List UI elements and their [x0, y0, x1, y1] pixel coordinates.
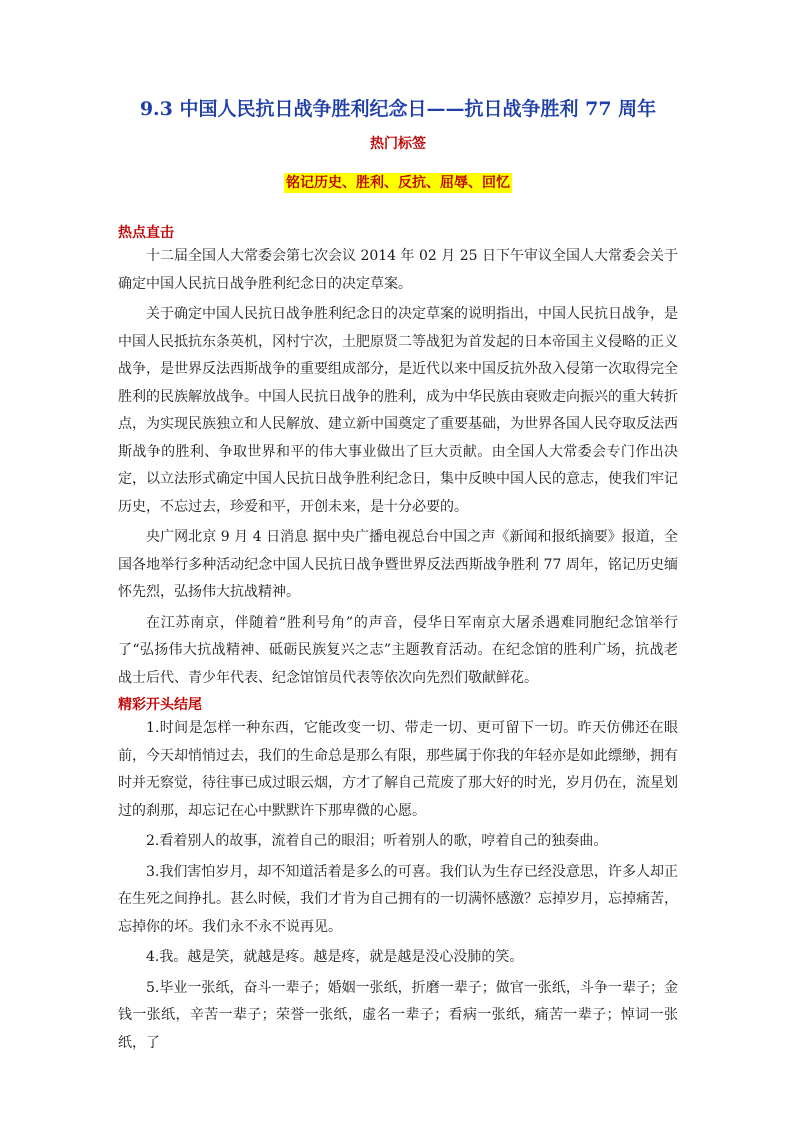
paragraph: 5.毕业一张纸，奋斗一辈子；婚姻一张纸，折磨一辈子；做官一张纸，斗争一辈子；金钱一张纸，辛苦一辈子；荣誉一张纸，虚名一辈子；看病一张纸，痛苦一辈子；悼词一张纸，了	[118, 979, 678, 1051]
highlighted-tags: 铭记历史、胜利、反抗、屈辱、回忆	[286, 175, 510, 191]
document-content	[118, 96, 678, 1060]
section-hot-news	[118, 223, 678, 692]
paragraph: 在江苏南京，伴随着“胜利号角”的声音，侵华日军南京大屠杀遇难同胞纪念馆举行了“弘扬伟大抗战精神、砥砺民族复兴之志”主题教育活动。在纪念馆的胜利广场，抗战老战士后代、青少年代表、纪念馆馆员代表等依次向先烈们敬献鲜花。	[118, 614, 678, 686]
paragraph: 央广网北京 9 月 4 日消息 据中央广播电视总台中国之声《新闻和报纸摘要》报道，全国各地举行多种活动纪念中国人民抗日战争暨世界反法西斯战争胜利 77 周年，铭记历史缅怀先烈，弘扬伟大抗战精神。	[118, 529, 678, 600]
paragraph: 1.时间是怎样一种东西，它能改变一切、带走一切、更可留下一切。昨天仿佛还在眼前，今天却悄悄过去，我们的生命总是那么有限，那些属于你我的年轻亦是如此缥缈，拥有时并无察觉，待往事已成过眼云烟，方才了解自己荒废了那大好的时光，岁月仍在，流星划过的刹那，却忘记在心中默默许下那卑微的心愿。	[118, 720, 678, 819]
section-heading: 热点直击	[118, 225, 174, 241]
paragraph: 3.我们害怕岁月，却不知道活着是多么的可喜。我们认为生存已经没意思，许多人却正在生死之间挣扎。甚么时候，我们才肯为自己拥有的一切满怀感激？忘掉岁月，忘掉痛苦，忘掉你的坏。我们永不永不说再见。	[118, 863, 678, 935]
tag-label: 热门标签	[370, 136, 426, 152]
paragraph: 十二届全国人大常委会第七次会议 2014 年 02 月 25 日下午审议全国人大常委会关于确定中国人民抗日战争胜利纪念日的决定草案。	[118, 248, 678, 292]
paragraph: 2.看着别人的故事，流着自己的眼泪；听着别人的歌，哼着自己的独奏曲。	[146, 833, 608, 849]
paragraph: 4.我。越是笑，就越是疼。越是疼，就是越是没心没肺的笑。	[146, 949, 524, 965]
section-openings-endings	[118, 695, 678, 1057]
tags-row	[118, 172, 678, 193]
paragraph: 关于确定中国人民抗日战争胜利纪念日的决定草案的说明指出，中国人民抗日战争，是中国人民抵抗东条英机，冈村宁次，土肥原贤二等战犯为首发起的日本帝国主义侵略的正义战争，是世界反法西斯战争的重要组成部分，是近代以来中国反抗外敌入侵第一次取得完全胜利的民族解放战争。中国人民抗日战争的胜利，成为中华民族由衰败走向振兴的重大转折点，为实现民族独立和人民解放、建立新中国奠定了重要基础，为世界各国人民夺取反法西斯战争的胜利、争取世界和平的伟大事业做出了巨大贡献。由全国人大常委会专门作出决定，以立法形式确定中国人民抗日战争胜利纪念日，集中反映中国人民的意志，使我们牢记历史，不忘过去，珍爱和平，开创未来，是十分必要的。	[118, 306, 678, 515]
section-heading: 精彩开头结尾	[118, 697, 202, 713]
document-title: 9.3 中国人民抗日战争胜利纪念日——抗日战争胜利 77 周年	[139, 98, 657, 120]
